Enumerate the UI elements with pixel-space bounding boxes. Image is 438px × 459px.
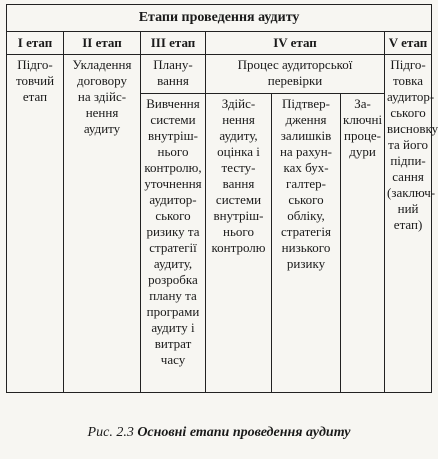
header-stage-2: II етап	[64, 32, 141, 55]
header-stage-1: I етап	[7, 32, 64, 55]
header-stage-3: III етап	[141, 32, 206, 55]
stage-3-planning-title: Плану- вання	[141, 55, 206, 94]
stage-4-audit-process-title: Процес аудиторської перевірки	[206, 55, 385, 94]
stage-1-preparatory: Підго- товчий етап	[7, 55, 64, 393]
figure-caption	[0, 425, 438, 441]
stage-2-contract: Укладення договору на здійс- нення аудиту	[64, 55, 141, 393]
planning-details: Вивчення системи внутріш- нього контролю, уточнення аудитор- ського ризику та стратегії аудиту, розробка плану та програми аудиту і витрат часу	[141, 94, 206, 393]
audit-execution-details: Здійс- нення аудиту, оцінка і тесту- вання системи внутріш- нього контролю	[206, 94, 272, 393]
figure-number: Рис. 2.3	[87, 425, 134, 440]
table-title: Етапи проведення аудиту	[7, 5, 432, 32]
figure-caption-text: Основні етапи проведення аудиту	[137, 425, 351, 440]
stage-5-report: Підго- товка аудитор- ського висновку та його підпи- сання (заключ- ний етап)	[385, 55, 432, 393]
final-procedures-details: За- ключні проце- дури	[341, 94, 385, 393]
header-stage-4: IV етап	[206, 32, 385, 55]
header-stage-5: V етап	[385, 32, 432, 55]
balance-confirmation-details: Підтвер- дження залишків на рахун- ках бух- галтер- ського обліку, стратегія низького ризику	[272, 94, 341, 393]
audit-stages-table	[6, 4, 438, 393]
